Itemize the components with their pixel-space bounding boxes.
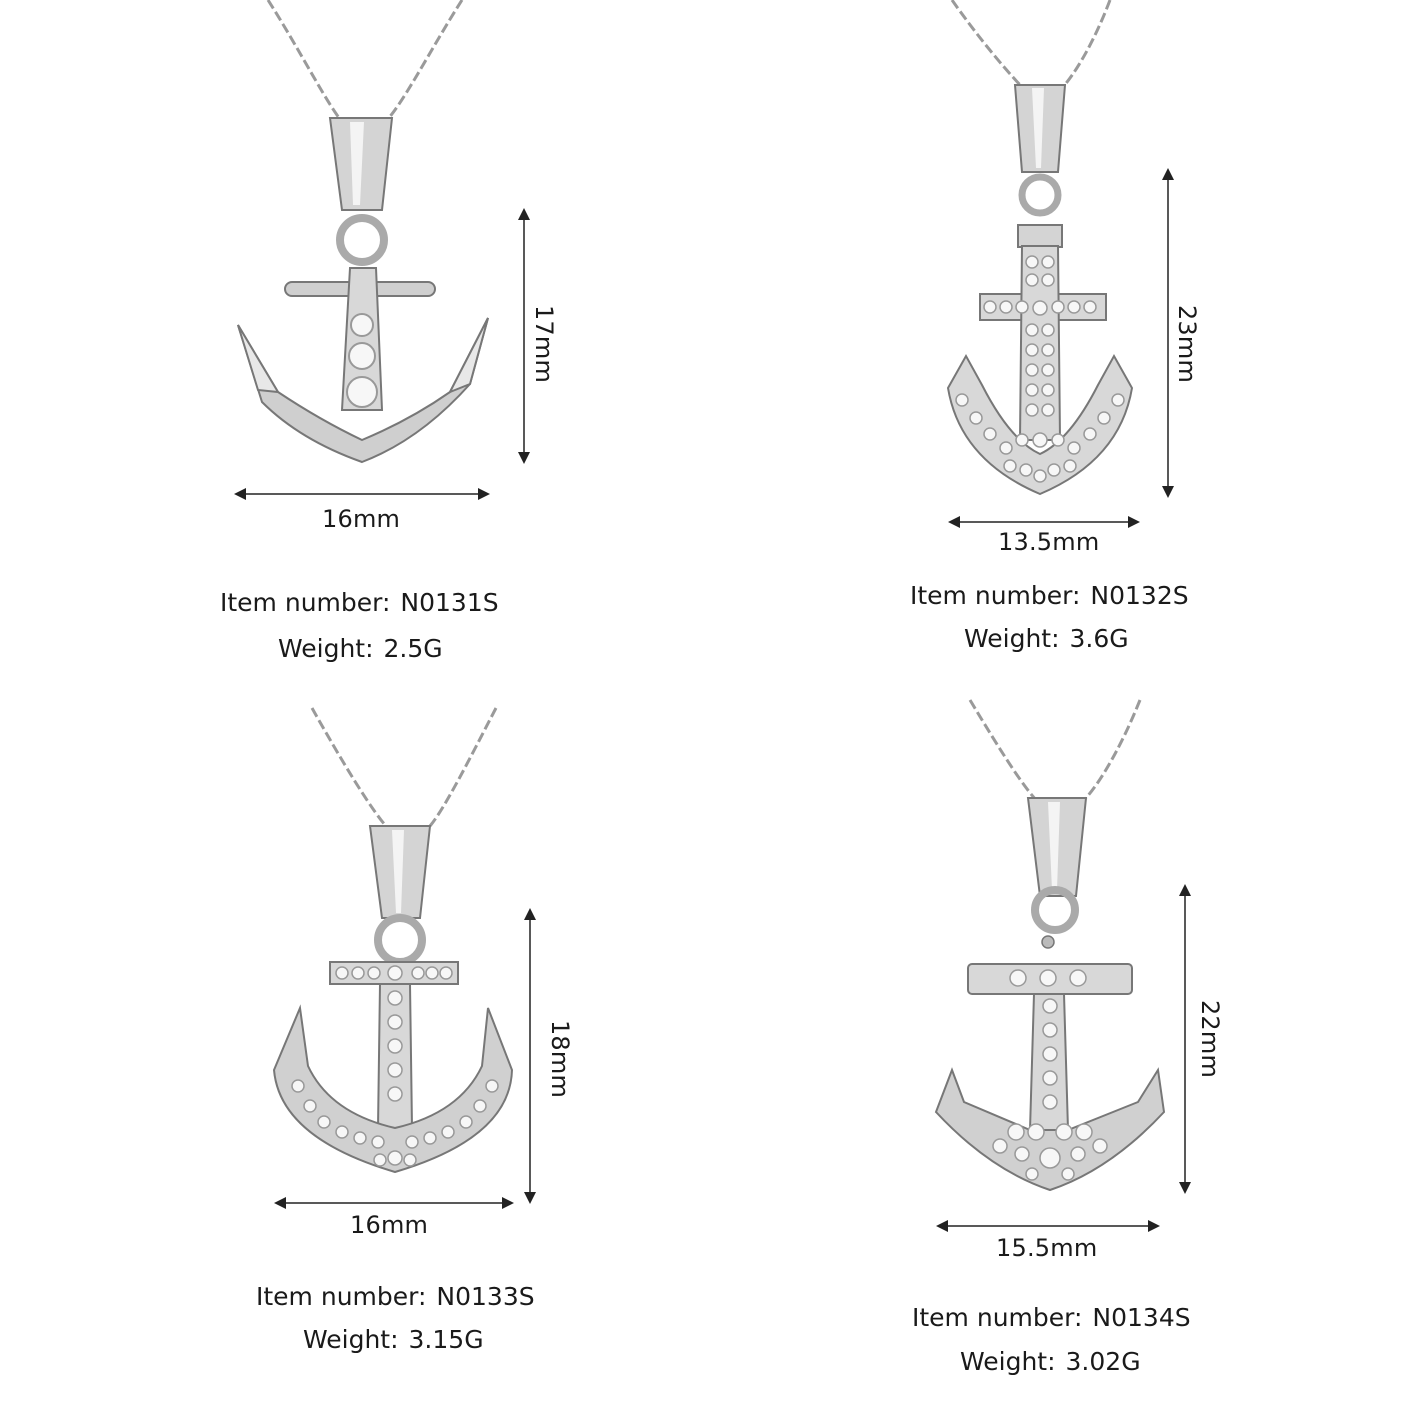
height-dimension-arrow xyxy=(1175,884,1195,1194)
item-number-line xyxy=(256,1282,535,1311)
item-number-label: Item number: xyxy=(220,588,391,617)
item-number-label: Item number: xyxy=(256,1282,427,1311)
weight-label: Weight: xyxy=(960,1347,1056,1376)
weight-label: Weight: xyxy=(278,634,374,663)
weight-label: Weight: xyxy=(964,624,1060,653)
weight-label: Weight: xyxy=(303,1325,399,1354)
width-dimension-arrow xyxy=(936,1216,1160,1236)
height-dimension-label: 22mm xyxy=(1196,999,1225,1079)
height-dimension-label: 18mm xyxy=(546,1019,575,1099)
item-number-line xyxy=(220,588,499,617)
anchor-pendant-image xyxy=(260,708,660,1228)
anchor-pendant-image xyxy=(900,700,1300,1220)
width-dimension-label: 16mm xyxy=(350,1211,429,1239)
weight-value: 3.6G xyxy=(1069,624,1129,653)
weight-line xyxy=(278,634,443,663)
weight-line xyxy=(303,1325,484,1354)
width-dimension-arrow xyxy=(274,1193,514,1213)
width-dimension-label: 13.5mm xyxy=(998,528,1100,556)
item-number-value: N0132S xyxy=(1090,581,1189,610)
item-number-label: Item number: xyxy=(910,581,1081,610)
height-dimension-label: 23mm xyxy=(1173,304,1202,384)
weight-line xyxy=(964,624,1129,653)
item-number-line xyxy=(912,1303,1191,1332)
height-dimension-label: 17mm xyxy=(530,304,559,384)
weight-value: 3.15G xyxy=(408,1325,484,1354)
width-dimension-label: 15.5mm xyxy=(996,1234,1098,1262)
weight-value: 2.5G xyxy=(383,634,443,663)
width-dimension-label: 16mm xyxy=(322,505,401,533)
weight-value: 3.02G xyxy=(1065,1347,1141,1376)
item-number-value: N0133S xyxy=(436,1282,535,1311)
height-dimension-arrow xyxy=(520,908,540,1204)
item-number-value: N0134S xyxy=(1092,1303,1191,1332)
anchor-pendant-image xyxy=(900,0,1300,520)
item-number-line xyxy=(910,581,1189,610)
weight-line xyxy=(960,1347,1141,1376)
item-number-value: N0131S xyxy=(400,588,499,617)
width-dimension-arrow xyxy=(234,484,490,504)
item-number-label: Item number: xyxy=(912,1303,1083,1332)
